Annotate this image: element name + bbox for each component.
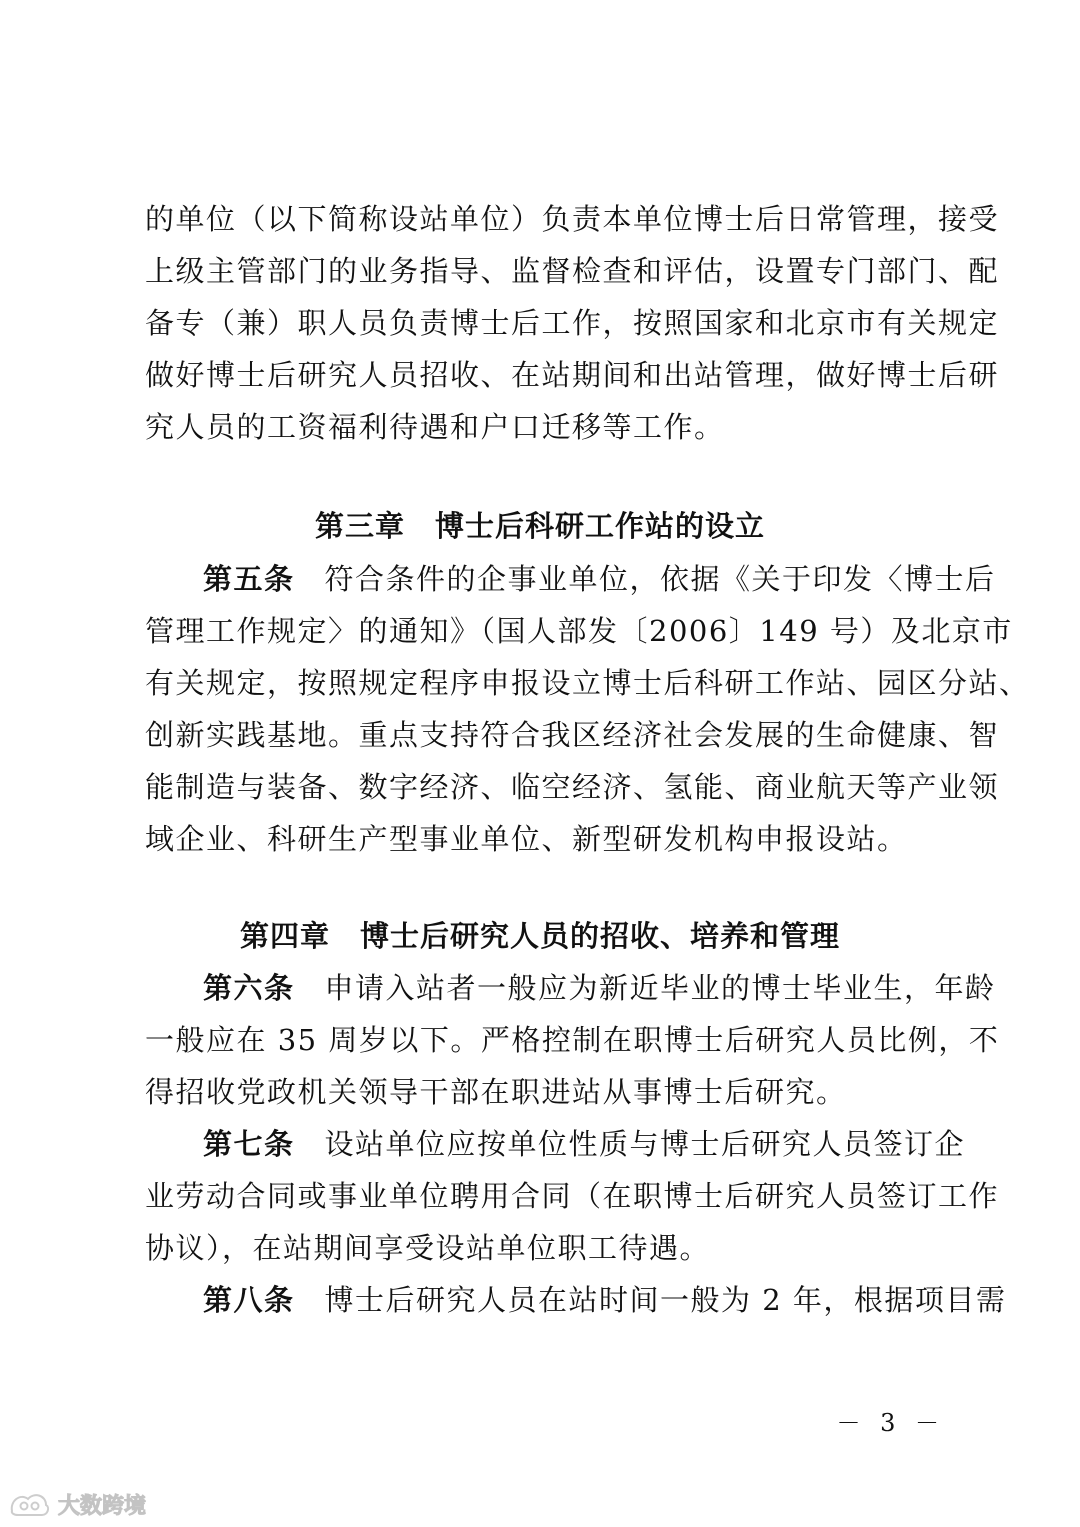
article-5-line: 有关规定，按照规定程序申报设立博士后科研工作站、园区分站、 xyxy=(145,666,1030,700)
article-8-text: 博士后研究人员在站时间一般为 2 年，根据项目需 xyxy=(324,1283,1007,1317)
paragraph-line: 做好博士后研究人员招收、在站期间和出站管理，做好博士后研 xyxy=(145,358,1000,392)
article-5-line: 管理工作规定〉的通知》（国人部发〔2006〕149 号）及北京市 xyxy=(145,614,1013,648)
article-7-label: 第七条 xyxy=(203,1127,295,1161)
paragraph-line: 上级主管部门的业务指导、监督检查和评估，设置专门部门、配 xyxy=(145,254,1000,288)
page-number: － 3 － xyxy=(836,1409,945,1437)
article-8-line xyxy=(203,1274,1007,1326)
chapter-4-title: 第四章 博士后研究人员的招收、培养和管理 xyxy=(239,919,840,953)
watermark-logo-icon xyxy=(8,1489,52,1519)
chapter-3-title: 第三章 博士后科研工作站的设立 xyxy=(314,509,765,543)
article-5-line xyxy=(203,553,996,605)
article-8-label: 第八条 xyxy=(203,1283,295,1317)
article-6-line: 得招收党政机关领导干部在职进站从事博士后研究。 xyxy=(145,1075,847,1109)
article-7-line xyxy=(203,1118,966,1170)
article-7-line: 协议），在站期间享受设站单位职工待遇。 xyxy=(145,1231,711,1265)
article-6-label: 第六条 xyxy=(203,971,295,1005)
paragraph-line: 备专（兼）职人员负责博士后工作，按照国家和北京市有关规定 xyxy=(145,306,1000,340)
paragraph-line: 的单位（以下简称设站单位）负责本单位博士后日常管理，接受 xyxy=(145,202,1000,236)
article-6-text: 申请入站者一般应为新近毕业的博士毕业生，年龄 xyxy=(324,971,996,1005)
watermark xyxy=(8,1488,146,1520)
article-6-line: 一般应在 35 周岁以下。严格控制在职博士后研究人员比例，不 xyxy=(145,1023,1000,1057)
article-5-text: 符合条件的企事业单位，依据《关于印发〈博士后 xyxy=(324,562,996,596)
article-6-line xyxy=(203,962,996,1014)
article-7-line: 业劳动合同或事业单位聘用合同（在职博士后研究人员签订工作 xyxy=(145,1179,1000,1213)
paragraph-line: 究人员的工资福利待遇和户口迁移等工作。 xyxy=(145,410,725,444)
article-5-line: 域企业、科研生产型事业单位、新型研发机构申报设站。 xyxy=(145,822,908,856)
article-5-line: 创新实践基地。重点支持符合我区经济社会发展的生命健康、智 xyxy=(145,718,1000,752)
watermark-text: 大数跨境 xyxy=(58,1493,147,1519)
article-5-label: 第五条 xyxy=(203,562,295,596)
article-5-line: 能制造与装备、数字经济、临空经济、氢能、商业航天等产业领 xyxy=(145,770,1000,804)
article-7-text: 设站单位应按单位性质与博士后研究人员签订企 xyxy=(324,1127,966,1161)
